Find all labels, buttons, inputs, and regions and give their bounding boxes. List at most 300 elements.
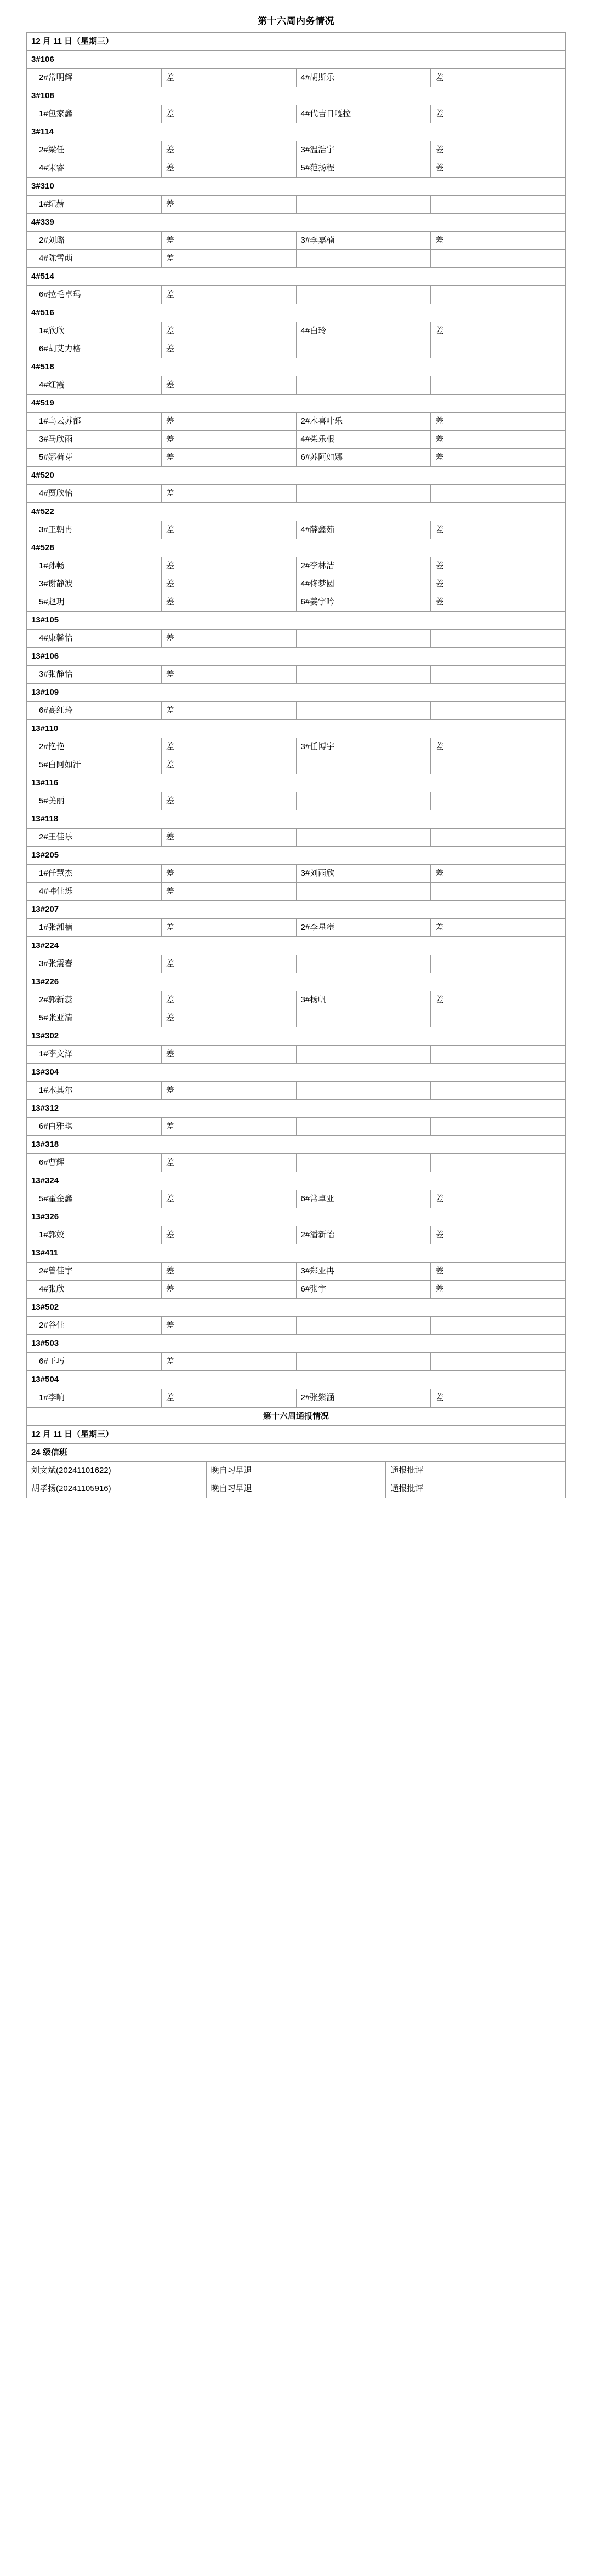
room-header-row (27, 467, 566, 485)
student-rating-right: 差 (431, 919, 566, 937)
student-rating-left: 差 (161, 376, 296, 395)
student-name-right: 2#李星壅 (296, 919, 431, 937)
room-header-row (27, 684, 566, 702)
student-name-right (296, 792, 431, 810)
room-number: 4#339 (27, 214, 566, 232)
student-rating-right (431, 1118, 566, 1136)
student-name-left: 1#欣欣 (27, 322, 162, 340)
room-number: 13#326 (27, 1208, 566, 1226)
table-row (27, 69, 566, 87)
table-row (27, 1190, 566, 1208)
room-header-row (27, 1172, 566, 1190)
student-rating-right (431, 485, 566, 503)
room-header-row (27, 123, 566, 141)
room-header-row (27, 178, 566, 196)
room-header-row (27, 304, 566, 322)
room-number: 3#310 (27, 178, 566, 196)
student-name-left: 1#张湘楠 (27, 919, 162, 937)
student-name-left: 4#张欣 (27, 1281, 162, 1299)
student-rating-left: 差 (161, 105, 296, 123)
notice-reason: 晚自习早退 (206, 1480, 386, 1498)
table-row (27, 955, 566, 973)
table-row (27, 413, 566, 431)
table-row (27, 141, 566, 159)
table-row (27, 340, 566, 358)
student-rating-left: 差 (161, 159, 296, 178)
notice-date-row (27, 1426, 566, 1444)
notice-student-name: 刘文斌(20241101622) (27, 1462, 207, 1480)
table-row (27, 792, 566, 810)
student-name-left: 5#霍金鑫 (27, 1190, 162, 1208)
room-number: 13#318 (27, 1136, 566, 1154)
room-number: 13#110 (27, 720, 566, 738)
table-row (27, 1226, 566, 1244)
room-number: 13#118 (27, 810, 566, 829)
table-row (27, 1009, 566, 1027)
room-header-row (27, 1100, 566, 1118)
room-header-row (27, 1371, 566, 1389)
student-name-left: 6#胡艾力格 (27, 340, 162, 358)
room-number: 4#516 (27, 304, 566, 322)
table-row (27, 376, 566, 395)
student-name-right: 3#杨帆 (296, 991, 431, 1009)
notice-table (26, 1407, 566, 1498)
student-name-left: 4#宋睿 (27, 159, 162, 178)
student-rating-right (431, 1082, 566, 1100)
room-number: 4#518 (27, 358, 566, 376)
room-number: 13#207 (27, 901, 566, 919)
student-name-right: 4#柴乐根 (296, 431, 431, 449)
room-header-row (27, 847, 566, 865)
student-rating-left: 差 (161, 232, 296, 250)
student-name-left: 1#包家鑫 (27, 105, 162, 123)
table-row (27, 1353, 566, 1371)
room-header-row (27, 1064, 566, 1082)
notice-action: 通报批评 (386, 1462, 566, 1480)
room-number: 13#502 (27, 1299, 566, 1317)
room-number: 4#514 (27, 268, 566, 286)
room-header-row (27, 810, 566, 829)
student-rating-right (431, 340, 566, 358)
student-rating-left: 差 (161, 792, 296, 810)
table-row (27, 1118, 566, 1136)
student-rating-left: 差 (161, 340, 296, 358)
room-number: 4#522 (27, 503, 566, 521)
internal-affairs-table (26, 32, 566, 1407)
student-rating-right: 差 (431, 69, 566, 87)
student-rating-left: 差 (161, 557, 296, 575)
student-name-right: 6#姜宇吟 (296, 593, 431, 612)
student-name-left: 5#美丽 (27, 792, 162, 810)
room-header-row (27, 87, 566, 105)
student-rating-left: 差 (161, 883, 296, 901)
room-number: 13#302 (27, 1027, 566, 1046)
room-number: 13#304 (27, 1064, 566, 1082)
table-row (27, 449, 566, 467)
student-rating-left: 差 (161, 756, 296, 774)
notice-row (27, 1480, 566, 1498)
room-header-row (27, 648, 566, 666)
student-rating-right: 差 (431, 1263, 566, 1281)
room-header-row (27, 358, 566, 376)
student-rating-right: 差 (431, 1190, 566, 1208)
student-rating-right (431, 829, 566, 847)
student-rating-right: 差 (431, 159, 566, 178)
student-name-right (296, 1118, 431, 1136)
student-name-right (296, 829, 431, 847)
student-rating-left: 差 (161, 1009, 296, 1027)
student-name-right: 4#白玲 (296, 322, 431, 340)
date-label: 12 月 11 日（星期三） (27, 33, 566, 51)
room-header-row (27, 901, 566, 919)
student-name-right: 4#薛鑫茹 (296, 521, 431, 539)
notice-action: 通报批评 (386, 1480, 566, 1498)
room-header-row (27, 1299, 566, 1317)
table-row (27, 865, 566, 883)
room-header-row (27, 1335, 566, 1353)
room-number: 13#109 (27, 684, 566, 702)
room-number: 13#503 (27, 1335, 566, 1353)
room-header-row (27, 539, 566, 557)
student-rating-right (431, 250, 566, 268)
student-name-left: 3#张静怡 (27, 666, 162, 684)
student-name-left: 2#刘璐 (27, 232, 162, 250)
room-header-row (27, 1136, 566, 1154)
student-name-left: 1#郭姣 (27, 1226, 162, 1244)
room-number: 13#105 (27, 612, 566, 630)
student-name-left: 4#韩佳烁 (27, 883, 162, 901)
student-name-right (296, 630, 431, 648)
student-name-left: 1#李文泽 (27, 1046, 162, 1064)
student-name-right (296, 1009, 431, 1027)
student-rating-right: 差 (431, 1389, 566, 1407)
notice-class-label: 24 级信班 (27, 1444, 566, 1462)
table-row (27, 1317, 566, 1335)
table-row (27, 702, 566, 720)
student-name-right: 2#张紫涵 (296, 1389, 431, 1407)
table-row (27, 1046, 566, 1064)
student-name-right: 6#苏阿如娜 (296, 449, 431, 467)
student-rating-left: 差 (161, 919, 296, 937)
table-row (27, 593, 566, 612)
student-rating-left: 差 (161, 413, 296, 431)
student-rating-left: 差 (161, 250, 296, 268)
student-name-left: 5#白阿如汗 (27, 756, 162, 774)
notice-section-title-row (27, 1408, 566, 1426)
student-rating-right (431, 1046, 566, 1064)
student-rating-right (431, 666, 566, 684)
student-name-left: 2#艳艳 (27, 738, 162, 756)
table-row (27, 756, 566, 774)
room-header-row (27, 937, 566, 955)
student-name-right (296, 376, 431, 395)
room-number: 13#106 (27, 648, 566, 666)
student-name-left: 1#木其尔 (27, 1082, 162, 1100)
student-rating-right: 差 (431, 105, 566, 123)
student-name-right: 5#范扬程 (296, 159, 431, 178)
table-row (27, 250, 566, 268)
room-number: 13#224 (27, 937, 566, 955)
table-row (27, 630, 566, 648)
student-rating-left: 差 (161, 196, 296, 214)
notice-date-label: 12 月 11 日（星期三） (27, 1426, 566, 1444)
room-number: 4#520 (27, 467, 566, 485)
student-name-left: 3#王朝冉 (27, 521, 162, 539)
notice-section-title: 第十六周通报情况 (27, 1408, 566, 1426)
room-header-row (27, 214, 566, 232)
student-name-right (296, 1082, 431, 1100)
table-row (27, 196, 566, 214)
student-name-left: 2#王佳乐 (27, 829, 162, 847)
notice-table-body (27, 1408, 566, 1498)
student-rating-right (431, 196, 566, 214)
student-rating-right: 差 (431, 1226, 566, 1244)
student-name-left: 1#任慧杰 (27, 865, 162, 883)
room-number: 13#226 (27, 973, 566, 991)
student-rating-right: 差 (431, 593, 566, 612)
student-name-right (296, 702, 431, 720)
student-name-right: 3#温浩宇 (296, 141, 431, 159)
student-name-left: 2#梁任 (27, 141, 162, 159)
student-name-right (296, 666, 431, 684)
table-row (27, 829, 566, 847)
table-row (27, 232, 566, 250)
date-row (27, 33, 566, 51)
student-rating-left: 差 (161, 829, 296, 847)
student-rating-left: 差 (161, 521, 296, 539)
student-rating-left: 差 (161, 991, 296, 1009)
student-name-left: 5#张亚清 (27, 1009, 162, 1027)
table-row (27, 883, 566, 901)
student-name-right: 3#任博宇 (296, 738, 431, 756)
notice-reason: 晚自习早退 (206, 1462, 386, 1480)
student-name-left: 6#拉毛卓玛 (27, 286, 162, 304)
student-name-right (296, 250, 431, 268)
notice-row (27, 1462, 566, 1480)
student-rating-right: 差 (431, 991, 566, 1009)
table-row (27, 1082, 566, 1100)
student-name-right (296, 286, 431, 304)
student-name-left: 2#谷佳 (27, 1317, 162, 1335)
student-name-right: 6#常卓亚 (296, 1190, 431, 1208)
student-rating-left: 差 (161, 286, 296, 304)
student-name-left: 3#张震春 (27, 955, 162, 973)
student-name-right (296, 756, 431, 774)
student-name-right: 6#张宇 (296, 1281, 431, 1299)
student-rating-right: 差 (431, 322, 566, 340)
student-name-left: 1#孙畅 (27, 557, 162, 575)
student-name-right: 3#李嘉楠 (296, 232, 431, 250)
student-name-left: 4#贾欣怡 (27, 485, 162, 503)
student-rating-right: 差 (431, 865, 566, 883)
student-name-left: 4#红霞 (27, 376, 162, 395)
room-header-row (27, 1208, 566, 1226)
student-rating-right (431, 1353, 566, 1371)
table-row (27, 1281, 566, 1299)
table-row (27, 159, 566, 178)
student-rating-left: 差 (161, 1190, 296, 1208)
student-name-left: 2#郭新蕊 (27, 991, 162, 1009)
student-rating-left: 差 (161, 431, 296, 449)
student-rating-right (431, 1154, 566, 1172)
student-name-right: 2#潘新怡 (296, 1226, 431, 1244)
student-name-right: 2#李林洁 (296, 557, 431, 575)
student-rating-left: 差 (161, 1046, 296, 1064)
student-rating-right (431, 756, 566, 774)
room-header-row (27, 268, 566, 286)
student-rating-left: 差 (161, 630, 296, 648)
student-rating-left: 差 (161, 1353, 296, 1371)
room-number: 4#519 (27, 395, 566, 413)
student-rating-right: 差 (431, 1281, 566, 1299)
room-header-row (27, 774, 566, 792)
student-rating-left: 差 (161, 322, 296, 340)
student-name-right: 4#代吉日嘎拉 (296, 105, 431, 123)
student-name-left: 1#李响 (27, 1389, 162, 1407)
room-number: 13#205 (27, 847, 566, 865)
student-name-left: 4#康馨怡 (27, 630, 162, 648)
student-rating-left: 差 (161, 702, 296, 720)
student-rating-right (431, 286, 566, 304)
table-row (27, 286, 566, 304)
student-name-right: 4#佟梦圆 (296, 575, 431, 593)
student-name-left: 1#乌云苏都 (27, 413, 162, 431)
student-rating-right: 差 (431, 575, 566, 593)
table-row (27, 575, 566, 593)
student-rating-right: 差 (431, 141, 566, 159)
student-name-left: 3#马欣雨 (27, 431, 162, 449)
student-name-left: 6#白雅琪 (27, 1118, 162, 1136)
student-name-left: 1#纪赫 (27, 196, 162, 214)
student-name-left: 2#曾佳宇 (27, 1263, 162, 1281)
table-row (27, 919, 566, 937)
student-name-right (296, 1154, 431, 1172)
table-row (27, 557, 566, 575)
table-row (27, 431, 566, 449)
student-name-left: 4#陈雪萌 (27, 250, 162, 268)
student-rating-left: 差 (161, 865, 296, 883)
table-row (27, 738, 566, 756)
room-number: 3#114 (27, 123, 566, 141)
student-rating-left: 差 (161, 1226, 296, 1244)
student-rating-left: 差 (161, 1317, 296, 1335)
student-name-right (296, 1317, 431, 1335)
table-row (27, 322, 566, 340)
student-rating-left: 差 (161, 1389, 296, 1407)
student-rating-left: 差 (161, 1118, 296, 1136)
student-rating-right: 差 (431, 738, 566, 756)
table-row (27, 485, 566, 503)
notice-class-row (27, 1444, 566, 1462)
student-name-right: 3#郑亚冉 (296, 1263, 431, 1281)
table-row (27, 1154, 566, 1172)
student-rating-right: 差 (431, 521, 566, 539)
student-name-right: 4#胡斯乐 (296, 69, 431, 87)
student-rating-right (431, 1317, 566, 1335)
student-rating-left: 差 (161, 1281, 296, 1299)
room-header-row (27, 503, 566, 521)
student-rating-right: 差 (431, 431, 566, 449)
student-rating-left: 差 (161, 69, 296, 87)
table-body (27, 33, 566, 1407)
room-number: 13#312 (27, 1100, 566, 1118)
student-rating-left: 差 (161, 141, 296, 159)
student-rating-right (431, 630, 566, 648)
table-row (27, 105, 566, 123)
room-number: 13#504 (27, 1371, 566, 1389)
table-row (27, 1263, 566, 1281)
student-rating-left: 差 (161, 1082, 296, 1100)
student-rating-right (431, 792, 566, 810)
table-row (27, 991, 566, 1009)
room-number: 13#324 (27, 1172, 566, 1190)
room-header-row (27, 1027, 566, 1046)
room-number: 3#108 (27, 87, 566, 105)
student-name-left: 2#常明辉 (27, 69, 162, 87)
student-rating-right (431, 883, 566, 901)
room-header-row (27, 973, 566, 991)
student-name-right: 2#木喜叶乐 (296, 413, 431, 431)
room-header-row (27, 1244, 566, 1263)
student-rating-left: 差 (161, 1263, 296, 1281)
student-name-right (296, 1046, 431, 1064)
student-rating-right: 差 (431, 557, 566, 575)
room-number: 13#411 (27, 1244, 566, 1263)
student-rating-left: 差 (161, 1154, 296, 1172)
student-rating-left: 差 (161, 575, 296, 593)
student-rating-left: 差 (161, 593, 296, 612)
room-header-row (27, 395, 566, 413)
student-rating-left: 差 (161, 738, 296, 756)
student-rating-right (431, 955, 566, 973)
table-row (27, 521, 566, 539)
student-name-right (296, 340, 431, 358)
table-row (27, 1389, 566, 1407)
notice-student-name: 胡孝扬(20241105916) (27, 1480, 207, 1498)
student-name-right: 3#刘雨欣 (296, 865, 431, 883)
student-name-left: 6#高红玲 (27, 702, 162, 720)
page-title: 第十六周内务情况 (258, 16, 334, 26)
student-name-left: 3#谢静波 (27, 575, 162, 593)
student-rating-right (431, 376, 566, 395)
room-number: 4#528 (27, 539, 566, 557)
student-rating-left: 差 (161, 485, 296, 503)
student-rating-right: 差 (431, 449, 566, 467)
student-name-right (296, 955, 431, 973)
student-rating-right (431, 1009, 566, 1027)
student-rating-right: 差 (431, 232, 566, 250)
table-row (27, 666, 566, 684)
student-name-right (296, 1353, 431, 1371)
student-rating-left: 差 (161, 955, 296, 973)
student-name-left: 5#娜荷芽 (27, 449, 162, 467)
room-header-row (27, 51, 566, 69)
student-rating-right (431, 702, 566, 720)
student-name-left: 6#曹辉 (27, 1154, 162, 1172)
student-name-right (296, 883, 431, 901)
student-name-left: 5#赵玥 (27, 593, 162, 612)
student-name-right (296, 196, 431, 214)
student-name-right (296, 485, 431, 503)
student-name-left: 6#王巧 (27, 1353, 162, 1371)
room-header-row (27, 612, 566, 630)
room-number: 3#106 (27, 51, 566, 69)
room-header-row (27, 720, 566, 738)
student-rating-right: 差 (431, 413, 566, 431)
student-rating-left: 差 (161, 449, 296, 467)
student-rating-left: 差 (161, 666, 296, 684)
room-number: 13#116 (27, 774, 566, 792)
